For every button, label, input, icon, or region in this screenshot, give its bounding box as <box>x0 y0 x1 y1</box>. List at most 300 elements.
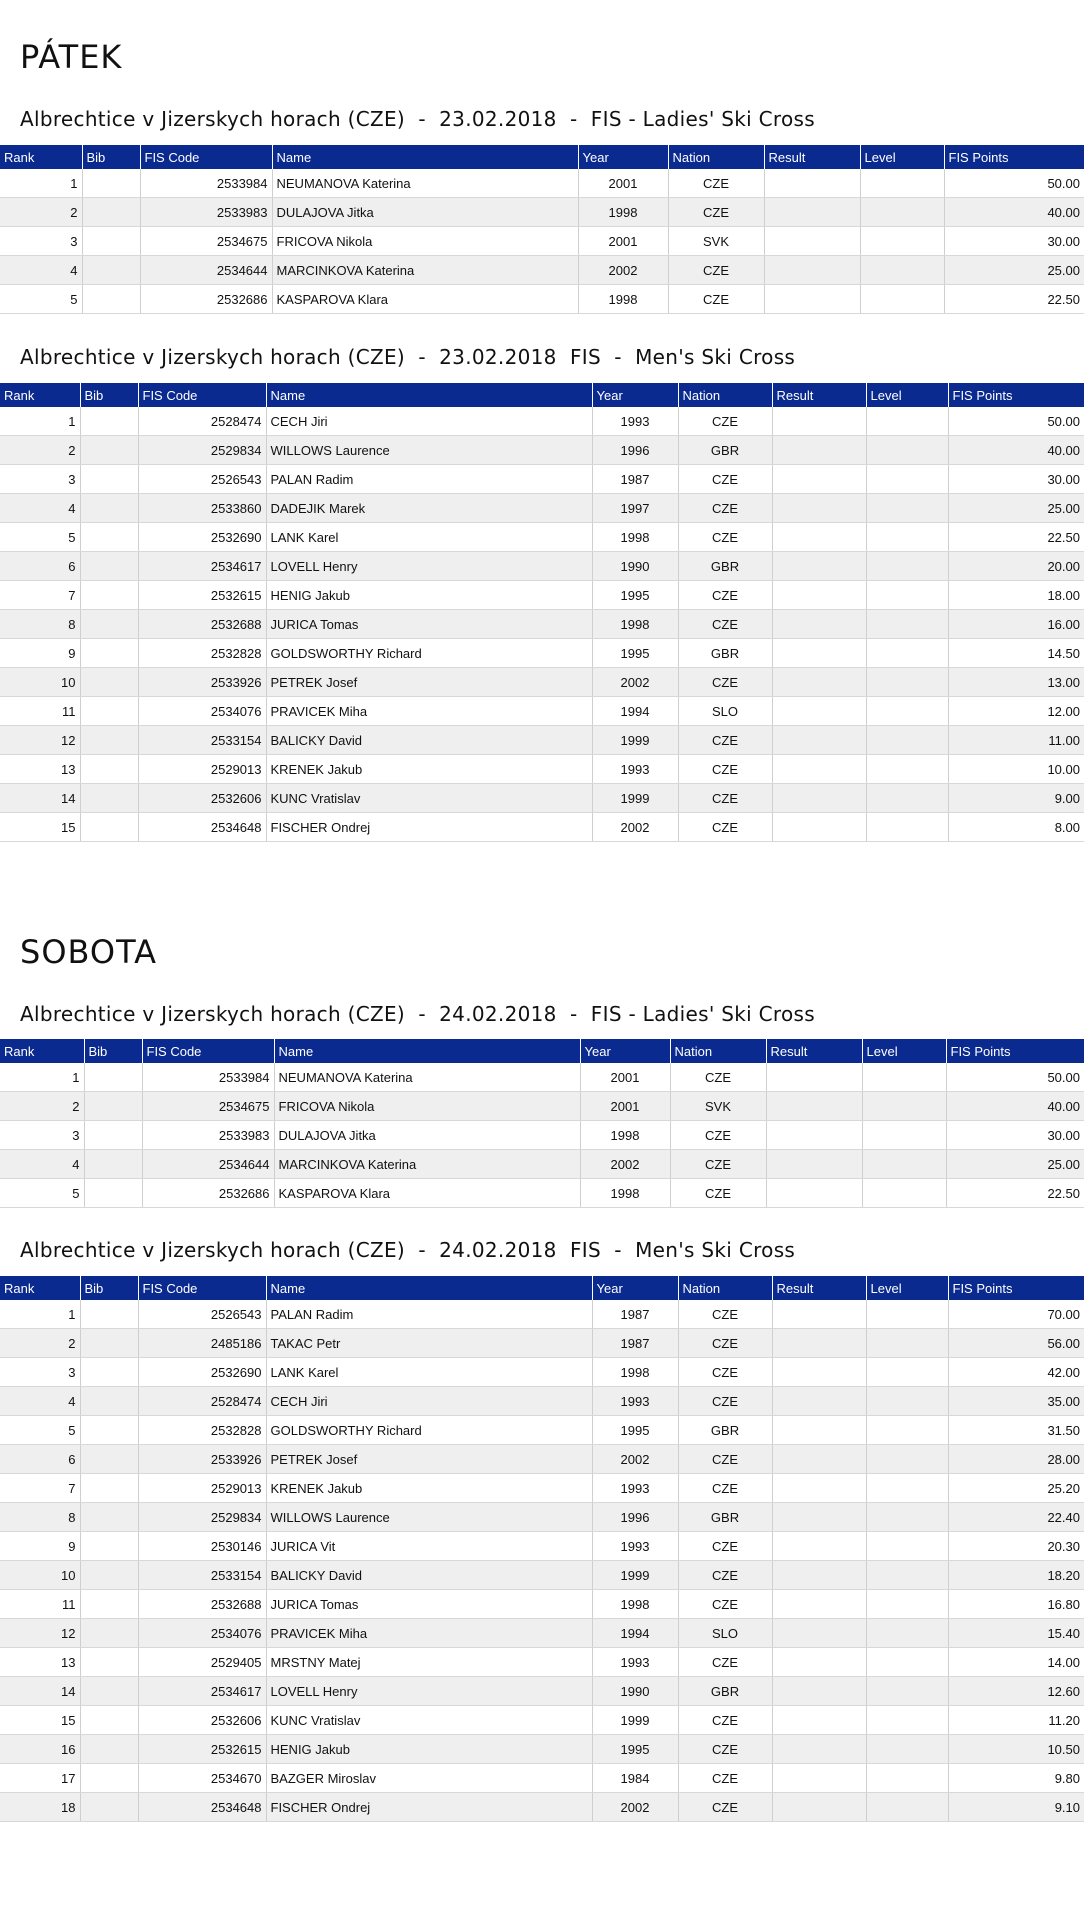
table-row <box>0 1387 1084 1416</box>
cell-level <box>866 1619 948 1648</box>
cell-bib <box>80 639 138 668</box>
cell-fis-code: 2530146 <box>138 1532 266 1561</box>
table-row <box>0 552 1084 581</box>
cell-bib <box>82 169 140 198</box>
cell-nation: GBR <box>678 639 772 668</box>
cell-bib <box>80 1706 138 1735</box>
cell-fis-code: 2529013 <box>138 755 266 784</box>
cell-result <box>772 1677 866 1706</box>
cell-rank: 2 <box>0 198 82 227</box>
cell-rank: 14 <box>0 784 80 813</box>
cell-rank: 1 <box>0 1300 80 1329</box>
cell-year: 2002 <box>592 1793 678 1822</box>
table-row <box>0 1416 1084 1445</box>
cell-level <box>860 198 944 227</box>
cell-fis-code: 2534675 <box>140 227 272 256</box>
cell-year: 2001 <box>580 1063 670 1092</box>
cell-rank: 13 <box>0 1648 80 1677</box>
cell-year: 1998 <box>578 285 668 314</box>
cell-result <box>772 1764 866 1793</box>
cell-level <box>866 639 948 668</box>
cell-bib <box>80 1474 138 1503</box>
cell-result <box>772 1619 866 1648</box>
cell-level <box>866 1358 948 1387</box>
cell-year: 1993 <box>592 755 678 784</box>
cell-bib <box>84 1179 142 1208</box>
cell-result <box>772 784 866 813</box>
cell-bib <box>80 1300 138 1329</box>
cell-result <box>772 755 866 784</box>
table-row <box>0 668 1084 697</box>
cell-level <box>862 1179 946 1208</box>
cell-fis-code: 2532690 <box>138 523 266 552</box>
cell-name: LOVELL Henry <box>266 1677 592 1706</box>
cell-year: 1999 <box>592 726 678 755</box>
cell-year: 2002 <box>592 1445 678 1474</box>
cell-bib <box>80 1619 138 1648</box>
cell-name: FISCHER Ondrej <box>266 813 592 842</box>
cell-rank: 4 <box>0 1150 84 1179</box>
column-header-year: Year <box>592 1276 678 1300</box>
cell-level <box>866 610 948 639</box>
cell-rank: 15 <box>0 813 80 842</box>
column-header-fis-code: FIS Code <box>140 145 272 169</box>
cell-result <box>772 1706 866 1735</box>
cell-rank: 16 <box>0 1735 80 1764</box>
cell-bib <box>82 285 140 314</box>
cell-result <box>766 1150 862 1179</box>
cell-nation: CZE <box>678 1706 772 1735</box>
cell-bib <box>80 610 138 639</box>
cell-year: 1999 <box>592 1561 678 1590</box>
cell-name: BALICKY David <box>266 726 592 755</box>
column-header-rank: Rank <box>0 145 82 169</box>
cell-level <box>866 523 948 552</box>
cell-nation: CZE <box>678 813 772 842</box>
cell-fis-code: 2532688 <box>138 610 266 639</box>
cell-year: 1999 <box>592 1706 678 1735</box>
cell-fis-code: 2534644 <box>140 256 272 285</box>
cell-year: 2001 <box>578 169 668 198</box>
cell-fis-code: 2533983 <box>142 1121 274 1150</box>
cell-rank: 6 <box>0 1445 80 1474</box>
table-row <box>0 256 1084 285</box>
cell-fis-code: 2532686 <box>142 1179 274 1208</box>
column-header-year: Year <box>580 1039 670 1063</box>
cell-fis-code: 2534648 <box>138 1793 266 1822</box>
cell-result <box>772 668 866 697</box>
cell-fis-points: 15.40 <box>948 1619 1084 1648</box>
cell-fis-code: 2534648 <box>138 813 266 842</box>
column-header-rank: Rank <box>0 1276 80 1300</box>
cell-bib <box>80 1387 138 1416</box>
cell-nation: CZE <box>678 755 772 784</box>
cell-year: 1993 <box>592 1474 678 1503</box>
column-header-bib: Bib <box>82 145 140 169</box>
cell-name: KASPAROVA Klara <box>274 1179 580 1208</box>
column-header-fis-code: FIS Code <box>138 1276 266 1300</box>
cell-fis-points: 11.00 <box>948 726 1084 755</box>
cell-nation: CZE <box>670 1063 766 1092</box>
cell-result <box>764 227 860 256</box>
cell-fis-points: 10.50 <box>948 1735 1084 1764</box>
cell-fis-points: 14.50 <box>948 639 1084 668</box>
column-header-result: Result <box>764 145 860 169</box>
table-row <box>0 581 1084 610</box>
column-header-fis-points: FIS Points <box>948 383 1084 407</box>
cell-year: 1999 <box>592 784 678 813</box>
cell-year: 1990 <box>592 552 678 581</box>
cell-result <box>772 465 866 494</box>
cell-result <box>772 639 866 668</box>
table-row <box>0 1503 1084 1532</box>
cell-nation: CZE <box>668 256 764 285</box>
cell-fis-points: 35.00 <box>948 1387 1084 1416</box>
cell-result <box>764 256 860 285</box>
cell-bib <box>84 1092 142 1121</box>
table-header-row <box>0 383 1084 407</box>
cell-level <box>866 784 948 813</box>
cell-rank: 11 <box>0 697 80 726</box>
cell-result <box>772 1358 866 1387</box>
cell-bib <box>80 668 138 697</box>
column-header-nation: Nation <box>668 145 764 169</box>
column-header-name: Name <box>272 145 578 169</box>
cell-fis-code: 2532828 <box>138 1416 266 1445</box>
cell-result <box>766 1121 862 1150</box>
column-header-fis-code: FIS Code <box>138 383 266 407</box>
cell-rank: 18 <box>0 1793 80 1822</box>
column-header-fis-code: FIS Code <box>142 1039 274 1063</box>
cell-result <box>772 494 866 523</box>
cell-name: PALAN Radim <box>266 465 592 494</box>
cell-name: NEUMANOVA Katerina <box>274 1063 580 1092</box>
cell-fis-points: 31.50 <box>948 1416 1084 1445</box>
cell-fis-code: 2485186 <box>138 1329 266 1358</box>
table-row <box>0 813 1084 842</box>
cell-level <box>860 227 944 256</box>
cell-nation: CZE <box>678 1793 772 1822</box>
table-row <box>0 1764 1084 1793</box>
cell-rank: 4 <box>0 494 80 523</box>
table-header-row <box>0 145 1084 169</box>
cell-rank: 9 <box>0 1532 80 1561</box>
cell-rank: 5 <box>0 523 80 552</box>
cell-fis-code: 2532615 <box>138 581 266 610</box>
cell-name: PETREK Josef <box>266 1445 592 1474</box>
cell-nation: SLO <box>678 697 772 726</box>
cell-rank: 11 <box>0 1590 80 1619</box>
cell-bib <box>80 523 138 552</box>
cell-year: 1998 <box>592 610 678 639</box>
cell-name: PRAVICEK Miha <box>266 1619 592 1648</box>
cell-bib <box>84 1150 142 1179</box>
cell-result <box>772 523 866 552</box>
cell-result <box>772 1445 866 1474</box>
cell-rank: 17 <box>0 1764 80 1793</box>
cell-fis-code: 2532828 <box>138 639 266 668</box>
cell-fis-code: 2533926 <box>138 668 266 697</box>
table-row <box>0 755 1084 784</box>
cell-fis-points: 14.00 <box>948 1648 1084 1677</box>
cell-level <box>866 436 948 465</box>
cell-result <box>772 1474 866 1503</box>
cell-rank: 3 <box>0 465 80 494</box>
cell-name: KASPAROVA Klara <box>272 285 578 314</box>
cell-result <box>772 581 866 610</box>
cell-fis-points: 9.80 <box>948 1764 1084 1793</box>
cell-result <box>772 610 866 639</box>
cell-fis-points: 25.20 <box>948 1474 1084 1503</box>
cell-nation: SVK <box>668 227 764 256</box>
cell-result <box>772 1793 866 1822</box>
cell-nation: CZE <box>678 1735 772 1764</box>
cell-result <box>764 285 860 314</box>
cell-fis-points: 9.10 <box>948 1793 1084 1822</box>
table-row <box>0 726 1084 755</box>
cell-level <box>866 1706 948 1735</box>
cell-year: 1993 <box>592 1532 678 1561</box>
table-row <box>0 697 1084 726</box>
cell-bib <box>80 436 138 465</box>
cell-name: FRICOVA Nikola <box>272 227 578 256</box>
cell-bib <box>80 1648 138 1677</box>
cell-fis-code: 2533984 <box>142 1063 274 1092</box>
cell-year: 1998 <box>592 1590 678 1619</box>
cell-result <box>766 1179 862 1208</box>
results-table-ladies-24 <box>0 1039 1084 1208</box>
table-row <box>0 198 1084 227</box>
cell-rank: 1 <box>0 407 80 436</box>
cell-rank: 12 <box>0 726 80 755</box>
cell-level <box>866 755 948 784</box>
cell-fis-points: 11.20 <box>948 1706 1084 1735</box>
cell-year: 1998 <box>592 1358 678 1387</box>
cell-name: NEUMANOVA Katerina <box>272 169 578 198</box>
cell-fis-points: 25.00 <box>948 494 1084 523</box>
cell-rank: 10 <box>0 668 80 697</box>
cell-result <box>772 552 866 581</box>
cell-result <box>766 1063 862 1092</box>
cell-fis-points: 18.00 <box>948 581 1084 610</box>
cell-rank: 6 <box>0 552 80 581</box>
cell-fis-code: 2534076 <box>138 1619 266 1648</box>
cell-year: 1995 <box>592 581 678 610</box>
cell-level <box>866 668 948 697</box>
cell-fis-code: 2529834 <box>138 436 266 465</box>
cell-fis-points: 40.00 <box>944 198 1084 227</box>
cell-nation: CZE <box>668 169 764 198</box>
cell-fis-code: 2533154 <box>138 1561 266 1590</box>
day-title-sobota: SOBOTA <box>20 933 158 971</box>
table-row <box>0 1150 1084 1179</box>
cell-nation: GBR <box>678 552 772 581</box>
cell-level <box>862 1063 946 1092</box>
cell-rank: 5 <box>0 1416 80 1445</box>
cell-name: FRICOVA Nikola <box>274 1092 580 1121</box>
cell-fis-code: 2529405 <box>138 1648 266 1677</box>
cell-result <box>772 1416 866 1445</box>
cell-nation: CZE <box>678 1561 772 1590</box>
cell-nation: CZE <box>670 1150 766 1179</box>
cell-name: KRENEK Jakub <box>266 755 592 784</box>
cell-nation: CZE <box>678 407 772 436</box>
cell-year: 1987 <box>592 1329 678 1358</box>
cell-name: LOVELL Henry <box>266 552 592 581</box>
cell-nation: GBR <box>678 1503 772 1532</box>
cell-bib <box>80 1329 138 1358</box>
cell-fis-code: 2532690 <box>138 1358 266 1387</box>
table-row <box>0 1300 1084 1329</box>
cell-fis-points: 30.00 <box>946 1121 1084 1150</box>
cell-year: 1984 <box>592 1764 678 1793</box>
cell-fis-points: 40.00 <box>948 436 1084 465</box>
column-header-level: Level <box>860 145 944 169</box>
cell-year: 1990 <box>592 1677 678 1706</box>
cell-nation: CZE <box>678 668 772 697</box>
cell-result <box>764 169 860 198</box>
cell-fis-code: 2534617 <box>138 552 266 581</box>
table-row <box>0 1532 1084 1561</box>
cell-name: DADEJIK Marek <box>266 494 592 523</box>
cell-rank: 7 <box>0 1474 80 1503</box>
cell-nation: CZE <box>678 1474 772 1503</box>
cell-rank: 2 <box>0 1092 84 1121</box>
cell-nation: CZE <box>678 1358 772 1387</box>
cell-name: PRAVICEK Miha <box>266 697 592 726</box>
table-header-row <box>0 1276 1084 1300</box>
cell-name: GOLDSWORTHY Richard <box>266 639 592 668</box>
cell-bib <box>80 1677 138 1706</box>
cell-bib <box>80 1590 138 1619</box>
cell-fis-points: 28.00 <box>948 1445 1084 1474</box>
cell-year: 2002 <box>592 668 678 697</box>
cell-fis-code: 2533983 <box>140 198 272 227</box>
cell-fis-points: 12.00 <box>948 697 1084 726</box>
cell-fis-code: 2529013 <box>138 1474 266 1503</box>
cell-fis-code: 2526543 <box>138 1300 266 1329</box>
cell-fis-points: 22.50 <box>944 285 1084 314</box>
cell-nation: CZE <box>678 494 772 523</box>
cell-rank: 15 <box>0 1706 80 1735</box>
cell-nation: CZE <box>678 1764 772 1793</box>
cell-fis-points: 13.00 <box>948 668 1084 697</box>
cell-bib <box>80 813 138 842</box>
cell-name: MRSTNY Matej <box>266 1648 592 1677</box>
cell-fis-points: 42.00 <box>948 1358 1084 1387</box>
cell-rank: 13 <box>0 755 80 784</box>
column-header-name: Name <box>266 1276 592 1300</box>
cell-result <box>772 813 866 842</box>
cell-fis-code: 2529834 <box>138 1503 266 1532</box>
results-table-men-24 <box>0 1276 1084 1822</box>
cell-result <box>772 436 866 465</box>
cell-rank: 3 <box>0 227 82 256</box>
cell-bib <box>80 552 138 581</box>
race-title-ladies-23: Albrechtice v Jizerskych horach (CZE) - 23.02.2018 - FIS - Ladies' Ski Cross <box>20 107 815 131</box>
table-row <box>0 1121 1084 1150</box>
cell-rank: 8 <box>0 610 80 639</box>
table-row <box>0 1092 1084 1121</box>
cell-nation: SVK <box>670 1092 766 1121</box>
column-header-rank: Rank <box>0 383 80 407</box>
cell-bib <box>80 581 138 610</box>
cell-fis-code: 2534675 <box>142 1092 274 1121</box>
cell-year: 1993 <box>592 1648 678 1677</box>
cell-level <box>866 552 948 581</box>
cell-bib <box>80 407 138 436</box>
cell-fis-points: 30.00 <box>944 227 1084 256</box>
cell-fis-points: 18.20 <box>948 1561 1084 1590</box>
cell-name: CECH Jiri <box>266 407 592 436</box>
cell-nation: CZE <box>678 726 772 755</box>
cell-year: 1997 <box>592 494 678 523</box>
column-header-result: Result <box>766 1039 862 1063</box>
table-row <box>0 1619 1084 1648</box>
cell-nation: CZE <box>678 784 772 813</box>
cell-level <box>866 465 948 494</box>
cell-level <box>866 726 948 755</box>
cell-fis-points: 12.60 <box>948 1677 1084 1706</box>
cell-result <box>772 1648 866 1677</box>
cell-name: KRENEK Jakub <box>266 1474 592 1503</box>
cell-result <box>772 1329 866 1358</box>
cell-result <box>764 198 860 227</box>
cell-name: WILLOWS Laurence <box>266 436 592 465</box>
column-header-name: Name <box>274 1039 580 1063</box>
cell-nation: CZE <box>670 1179 766 1208</box>
cell-bib <box>80 1735 138 1764</box>
cell-nation: CZE <box>678 610 772 639</box>
cell-fis-points: 40.00 <box>946 1092 1084 1121</box>
cell-year: 1995 <box>592 1735 678 1764</box>
cell-level <box>860 169 944 198</box>
cell-fis-code: 2534644 <box>142 1150 274 1179</box>
cell-fis-points: 30.00 <box>948 465 1084 494</box>
table-row <box>0 1329 1084 1358</box>
cell-level <box>866 1445 948 1474</box>
cell-level <box>866 1474 948 1503</box>
column-header-fis-points: FIS Points <box>944 145 1084 169</box>
cell-year: 2002 <box>592 813 678 842</box>
cell-level <box>862 1092 946 1121</box>
cell-fis-points: 9.00 <box>948 784 1084 813</box>
cell-rank: 3 <box>0 1121 84 1150</box>
race-title-men-24: Albrechtice v Jizerskych horach (CZE) - 24.02.2018 FIS - Men's Ski Cross <box>20 1238 796 1262</box>
cell-bib <box>82 227 140 256</box>
cell-year: 2001 <box>580 1092 670 1121</box>
cell-nation: CZE <box>670 1121 766 1150</box>
table-row <box>0 1179 1084 1208</box>
cell-level <box>866 1590 948 1619</box>
cell-name: GOLDSWORTHY Richard <box>266 1416 592 1445</box>
cell-bib <box>80 1445 138 1474</box>
results-table-men-23 <box>0 383 1084 842</box>
cell-fis-code: 2526543 <box>138 465 266 494</box>
cell-year: 2002 <box>580 1150 670 1179</box>
table-row <box>0 1474 1084 1503</box>
cell-fis-points: 56.00 <box>948 1329 1084 1358</box>
cell-fis-points: 20.30 <box>948 1532 1084 1561</box>
cell-name: JURICA Tomas <box>266 1590 592 1619</box>
cell-bib <box>80 1764 138 1793</box>
cell-fis-points: 50.00 <box>948 407 1084 436</box>
cell-level <box>866 1735 948 1764</box>
cell-nation: CZE <box>678 523 772 552</box>
cell-result <box>766 1092 862 1121</box>
cell-nation: GBR <box>678 436 772 465</box>
cell-level <box>866 697 948 726</box>
